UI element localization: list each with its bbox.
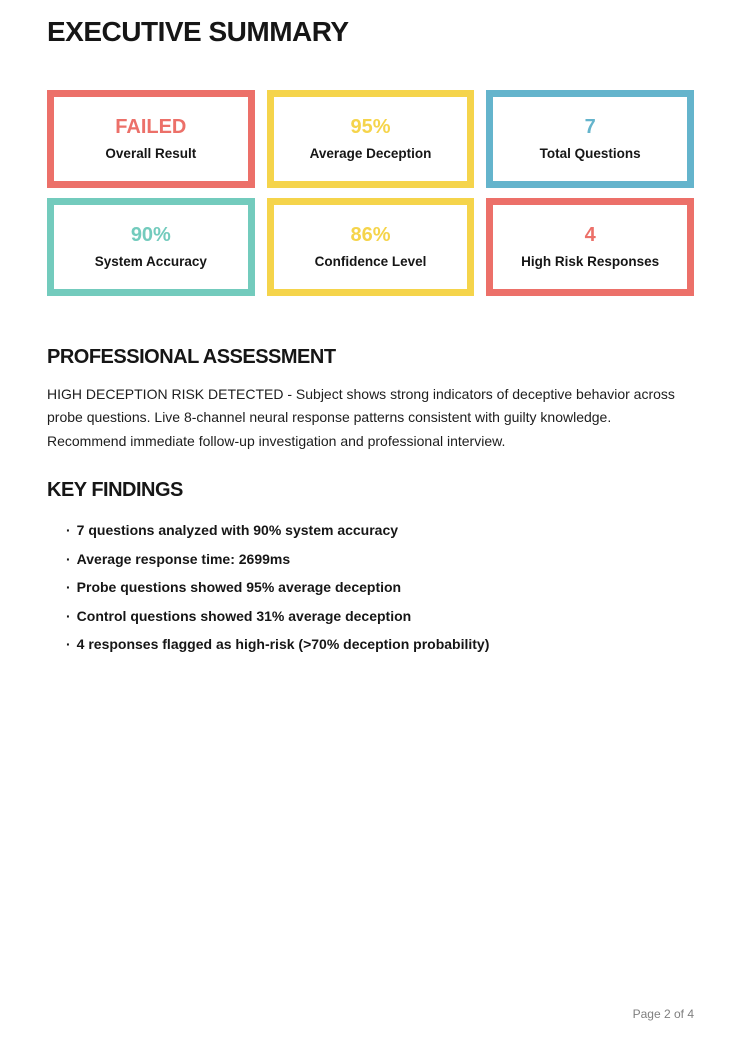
assessment-heading: PROFESSIONAL ASSESSMENT (47, 345, 336, 368)
card-label: Total Questions (539, 145, 641, 161)
finding-item: · 7 questions analyzed with 90% system accuracy (66, 516, 694, 545)
card-label: High Risk Responses (521, 253, 660, 269)
card-value: FAILED (115, 115, 187, 138)
card-system-accuracy (47, 198, 255, 296)
card-value: 7 (584, 115, 596, 138)
page-title: EXECUTIVE SUMMARY (47, 16, 349, 47)
card-high-risk-responses (486, 198, 694, 296)
assessment-body: HIGH DECEPTION RISK DETECTED - Subject shows strong indicators of deceptive behavior across probe questions. Live 8-channel neural response patterns consistent with guilty knowledge. Recommend immediate follow-up investigation and professional interview. (47, 385, 675, 449)
page-number: Page 2 of 4 (632, 1007, 694, 1021)
card-average-deception (267, 90, 475, 188)
card-value: 95% (350, 115, 391, 138)
finding-item: · Average response time: 2699ms (66, 545, 694, 574)
card-overall-result (47, 90, 255, 188)
key-findings-list (47, 516, 694, 659)
card-label: Confidence Level (314, 253, 427, 269)
summary-cards (47, 90, 694, 296)
finding-item: · Control questions showed 31% average deception (66, 602, 694, 631)
finding-item: · 4 responses flagged as high-risk (>70% deception probability) (66, 630, 694, 659)
card-value: 90% (130, 223, 171, 246)
card-value: 86% (350, 223, 391, 246)
card-label: System Accuracy (94, 253, 207, 269)
card-label: Average Deception (309, 145, 432, 161)
key-findings-heading: KEY FINDINGS (47, 479, 183, 502)
card-confidence-level (267, 198, 475, 296)
card-value: 4 (584, 223, 596, 246)
card-total-questions (486, 90, 694, 188)
finding-item: · Probe questions showed 95% average deception (66, 573, 694, 602)
card-label: Overall Result (105, 145, 197, 161)
